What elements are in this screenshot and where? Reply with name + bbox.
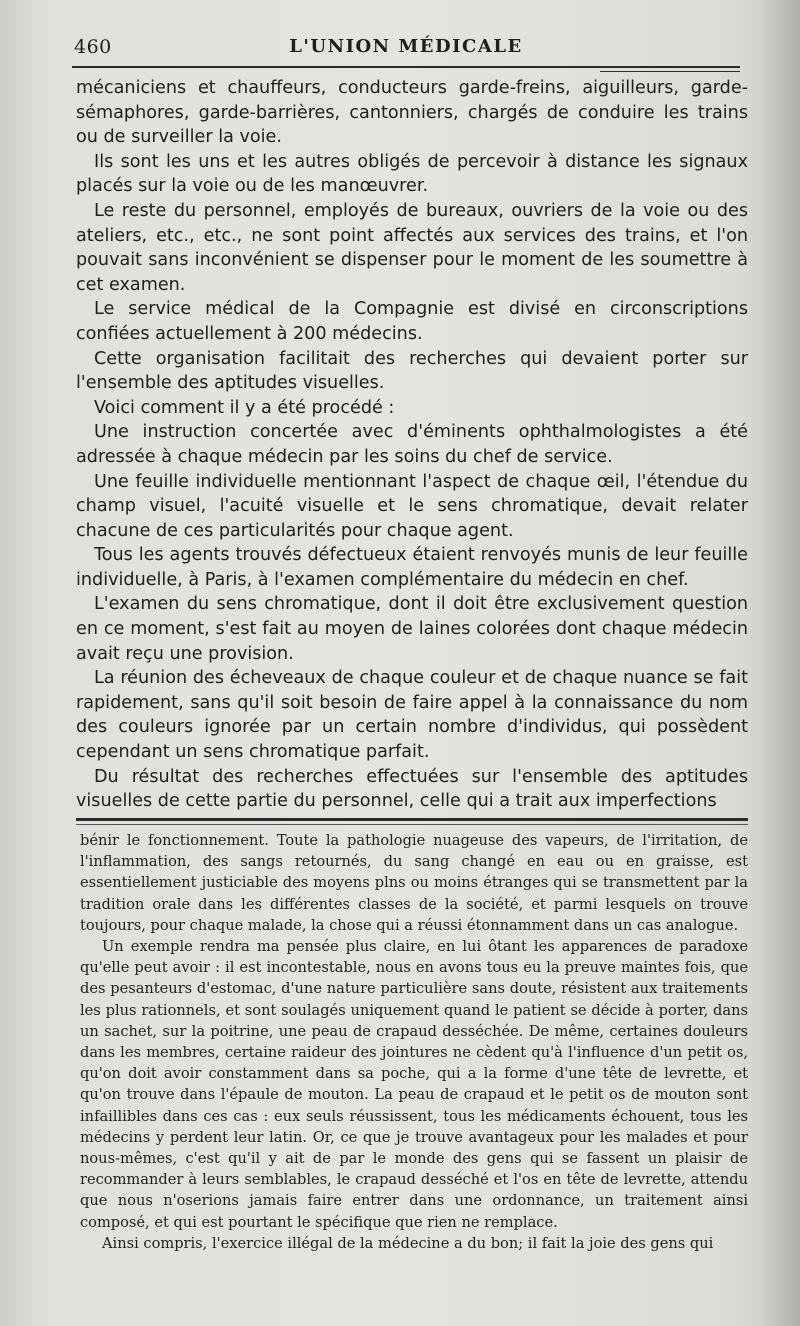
body-paragraph: Tous les agents trouvés défectueux étaient renvoyés munis de leur feuille individuelle, à Paris, à l'examen complémentaire du médecin en chef.	[76, 545, 748, 590]
body-paragraph: Le reste du personnel, employés de bureaux, ouvriers de la voie ou des ateliers, etc., etc., ne sont point affectés aux services des trains, et l'on pouvait sans inconvénient se dispenser pour le moment de les soumettre à cet examen.	[76, 200, 748, 295]
header-rule	[72, 66, 740, 68]
body-paragraph: Le service médical de la Compagnie est divisé en circonscriptions confiées actuellement à 200 médecins.	[76, 299, 748, 344]
body-paragraph: Du résultat des recherches effectuées sur l'ensemble des aptitudes visuelles de cette partie du personnel, celle qui a trait aux imperfections	[76, 766, 748, 812]
footnote-text	[80, 830, 748, 1254]
body-paragraph: Cette organisation facilitait des recherches qui devaient porter sur l'ensemble des aptitudes visuelles.	[76, 348, 748, 394]
footnote-paragraph: Un exemple rendra ma pensée plus claire, en lui ôtant les apparences de paradoxe qu'elle peut avoir : il est incontestable, nous en avons tous eu la preuve maintes fois, que des pesanteurs d'estomac, d'une nature particulière sans doute, résistent aux traitements les plus rationnels, et sont soulagés uniquement quand le patient se décide à porter, dans un sachet, sur la poitrine, une peau de crapaud desséchée. De même, certaines douleurs dans les membres, certaine raideur des jointures ne cèdent qu'à l'influence d'un petit os, qu'on doit avoir constamment dans sa poche, qui a la forme d'une tête de levrette, et qu'on trouve dans l'épaule de mouton. La peau de crapaud et le petit os de mouton sont infaillibles dans ces cas : eux seuls réussissent, tous les médicaments échouent, tous les médecins y perdent leur latin. Or, ce que je trouve avantageux pour les malades et pour nous-mêmes, c'est qu'il y ait de par le monde des gens qui se fassent un plaisir de recommander à leurs semblables, le crapaud desséché et l'os en tête de levrette, attendu que nous n'oserions jamais faire entrer dans une ordonnance, un traitement ainsi composé, et qui est pourtant le spécifique que rien ne remplace.	[80, 938, 748, 1231]
body-paragraph: mécaniciens et chauffeurs, conducteurs garde-freins, aiguilleurs, garde-sémaphores, garde-barrières, cantonniers, chargés de conduire les trains ou de surveiller la voie.	[76, 78, 748, 148]
body-paragraph: Une instruction concertée avec d'éminents ophthalmologistes a été adressée à chaque médecin par les soins du chef de service.	[76, 422, 748, 467]
footnote-paragraph: Ainsi compris, l'exercice illégal de la médecine a du bon; il fait la joie des gens qui	[102, 1234, 714, 1252]
body-paragraph: Ils sont les uns et les autres obligés de percevoir à distance les signaux placés sur la voie ou de les manœuvrer.	[76, 151, 748, 197]
footnote-separator-thin	[76, 824, 748, 825]
page-number: 460	[74, 36, 112, 58]
main-body-text	[76, 76, 748, 814]
body-paragraph: Voici comment il y a été procédé :	[94, 397, 395, 418]
body-paragraph: L'examen du sens chromatique, dont il doit être exclusivement question en ce moment, s'est fait au moyen de laines colorées dont chaque médecin avait reçu une provision.	[76, 594, 748, 664]
page-edge-shadow	[760, 0, 800, 1326]
body-paragraph: La réunion des écheveaux de chaque couleur et de chaque nuance se fait rapidement, sans qu'il soit besoin de faire appel à la connaissance du nom des couleurs ignorée par un certain nombre d'individus, qui possèdent cependant un sens chromatique parfait.	[76, 668, 748, 763]
running-title: L'UNION MÉDICALE	[289, 36, 523, 57]
header-rule-short	[600, 71, 740, 72]
footnote-paragraph: bénir le fonctionnement. Toute la pathologie nuageuse des vapeurs, de l'irritation, de l'inflammation, des sangs retournés, du sang changé en eau ou en graisse, est essentiellement justiciable des moyens plns ou moins étranges qui se transmettent par la tradition orale dans les différentes classes de la société, et parmi lesquels on trouve toujours, pour chaque malade, la chose qui a réussi étonnamment dans un cas analogue.	[80, 832, 748, 934]
page-header	[72, 32, 740, 62]
footnote-separator	[76, 818, 748, 821]
body-paragraph: Une feuille individuelle mentionnant l'aspect de chaque œil, l'étendue du champ visuel, l'acuité visuelle et le sens chromatique, devait relater chacune de ces particularités pour chaque agent.	[76, 471, 748, 541]
